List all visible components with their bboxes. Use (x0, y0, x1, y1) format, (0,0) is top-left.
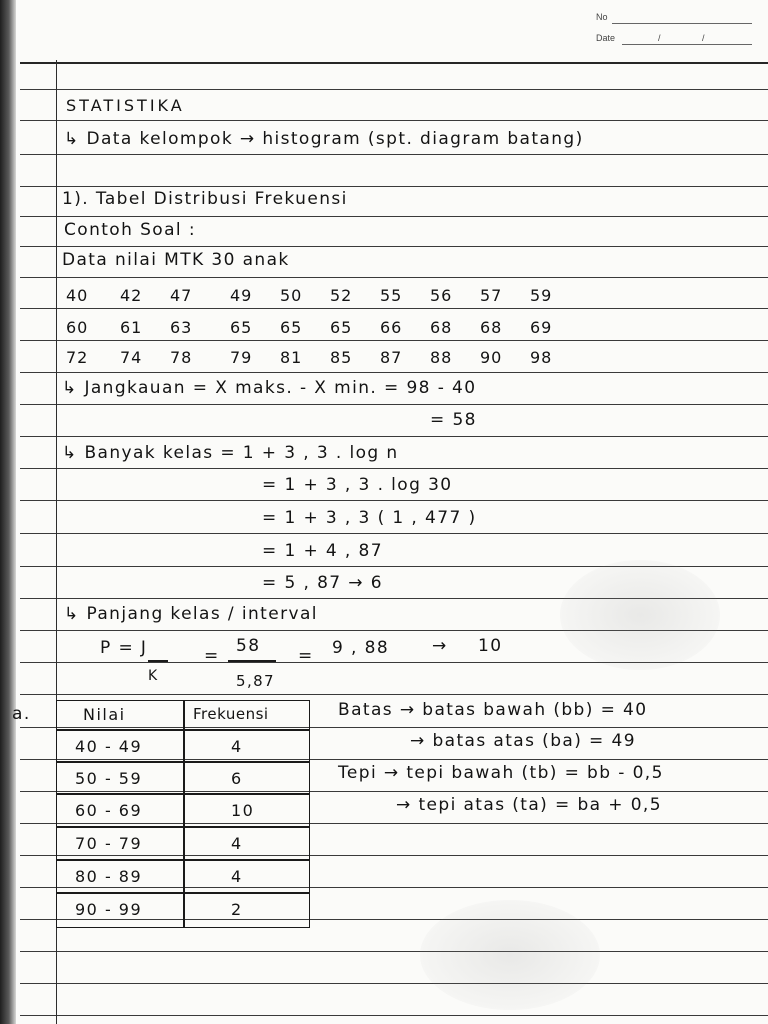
panjang-kelas-heading: ↳ Panjang kelas / interval (64, 604, 318, 624)
date-separator: / (702, 33, 705, 43)
data-value: 56 (430, 286, 453, 305)
data-value: 98 (530, 348, 553, 367)
ruled-line (20, 694, 768, 695)
data-value: 87 (380, 348, 403, 367)
ruled-line (20, 277, 768, 278)
table-divider (57, 859, 309, 861)
p-formula: P = J (100, 638, 148, 658)
data-value: 85 (330, 348, 353, 367)
fraction-bar (148, 660, 168, 662)
data-value: 57 (480, 286, 503, 305)
table-cell-frekuensi: 2 (231, 900, 243, 919)
table-cell-nilai: 50 - 59 (75, 769, 143, 788)
data-value: 81 (280, 348, 303, 367)
p-result: 9 , 88 (332, 638, 390, 658)
ruled-line (20, 1015, 768, 1016)
batas-atas-line: → batas atas (ba) = 49 (410, 731, 636, 751)
table-cell-frekuensi: 10 (231, 801, 255, 820)
data-value: 72 (66, 348, 89, 367)
ruled-line (20, 468, 768, 469)
table-cell-nilai: 90 - 99 (75, 900, 143, 919)
ruled-line (20, 500, 768, 501)
data-title: Data nilai MTK 30 anak (62, 250, 290, 270)
data-value: 60 (66, 318, 89, 337)
ruled-line (20, 120, 768, 121)
table-divider (57, 892, 309, 894)
jangkauan-result: = 58 (430, 410, 477, 430)
no-line (612, 23, 752, 24)
date-label: Date (596, 33, 616, 43)
table-header: Nilai (83, 705, 126, 724)
data-value: 40 (66, 286, 89, 305)
data-value: 74 (120, 348, 143, 367)
equals-sign: = (298, 646, 314, 666)
item-label-a: a. (12, 704, 31, 724)
data-value: 90 (480, 348, 503, 367)
table-cell-nilai: 80 - 89 (75, 867, 143, 886)
ruled-line (20, 951, 768, 952)
data-value: 50 (280, 286, 303, 305)
p-rounded: 10 (478, 636, 503, 656)
paper-smudge (420, 900, 600, 1010)
ruled-line (20, 340, 768, 341)
table-cell-nilai: 70 - 79 (75, 834, 143, 853)
banyak-kelas-step: = 1 + 4 , 87 (262, 541, 383, 561)
ruled-line (20, 983, 768, 984)
ruled-line (20, 154, 768, 155)
fraction-bar (228, 660, 276, 662)
table-cell-frekuensi: 4 (231, 867, 243, 886)
equals-sign: = (204, 646, 220, 666)
data-value: 55 (380, 286, 403, 305)
data-value: 79 (230, 348, 253, 367)
data-value: 65 (330, 318, 353, 337)
data-value: 78 (170, 348, 193, 367)
table-cell-frekuensi: 6 (231, 769, 243, 788)
data-value: 63 (170, 318, 193, 337)
data-kelompok-line: ↳ Data kelompok → histogram (spt. diagram batang) (64, 129, 584, 149)
page-title: STATISTIKA (66, 96, 185, 115)
table-divider (57, 793, 309, 795)
ruled-line (20, 246, 768, 247)
ruled-line (20, 404, 768, 405)
data-value: 65 (280, 318, 303, 337)
table-divider (57, 761, 309, 763)
table-header: Frekuensi (193, 705, 269, 723)
data-value: 59 (530, 286, 553, 305)
table-cell-nilai: 60 - 69 (75, 801, 143, 820)
section-title: 1). Tabel Distribusi Frekuensi (62, 189, 348, 209)
data-value: 66 (380, 318, 403, 337)
tepi-atas-line: → tepi atas (ta) = ba + 0,5 (396, 795, 662, 815)
table-cell-nilai: 40 - 49 (75, 737, 143, 756)
data-value: 65 (230, 318, 253, 337)
data-value: 88 (430, 348, 453, 367)
ruled-line (20, 89, 768, 90)
data-value: 61 (120, 318, 143, 337)
ruled-line (20, 372, 768, 373)
ruled-line (20, 186, 768, 187)
table-divider (57, 729, 309, 731)
contoh-soal-label: Contoh Soal : (64, 220, 196, 240)
date-separator: / (658, 33, 661, 43)
paper-smudge (560, 560, 720, 670)
data-value: 52 (330, 286, 353, 305)
data-value: 47 (170, 286, 193, 305)
data-value: 68 (430, 318, 453, 337)
ruled-line (20, 436, 768, 437)
binding-shadow (0, 0, 16, 1024)
p-denominator: K (148, 668, 159, 684)
data-value: 49 (230, 286, 253, 305)
data-value: 68 (480, 318, 503, 337)
data-value: 42 (120, 286, 143, 305)
banyak-kelas-result: = 5 , 87 → 6 (262, 573, 383, 593)
ruled-line (20, 533, 768, 534)
fraction-numerator: 58 (236, 636, 261, 656)
fraction-denominator: 5,87 (236, 672, 275, 690)
ruled-line (20, 216, 768, 217)
banyak-kelas-step: = 1 + 3 , 3 . log 30 (262, 475, 453, 495)
data-value: 69 (530, 318, 553, 337)
no-label: No (596, 12, 608, 22)
banyak-kelas-step: = 1 + 3 , 3 ( 1 , 477 ) (262, 508, 477, 528)
arrow-icon: → (432, 636, 448, 656)
jangkauan-line: ↳ Jangkauan = X maks. - X min. = 98 - 40 (62, 378, 477, 398)
tepi-bawah-line: Tepi → tepi bawah (tb) = bb - 0,5 (338, 763, 664, 783)
batas-bawah-line: Batas → batas bawah (bb) = 40 (338, 700, 648, 720)
banyak-kelas-line: ↳ Banyak kelas = 1 + 3 , 3 . log n (62, 443, 399, 463)
ruled-line (20, 62, 768, 64)
table-cell-frekuensi: 4 (231, 737, 243, 756)
table-divider (57, 826, 309, 828)
frequency-table (56, 700, 310, 928)
date-line (622, 44, 752, 45)
table-cell-frekuensi: 4 (231, 834, 243, 853)
ruled-line (20, 308, 768, 309)
